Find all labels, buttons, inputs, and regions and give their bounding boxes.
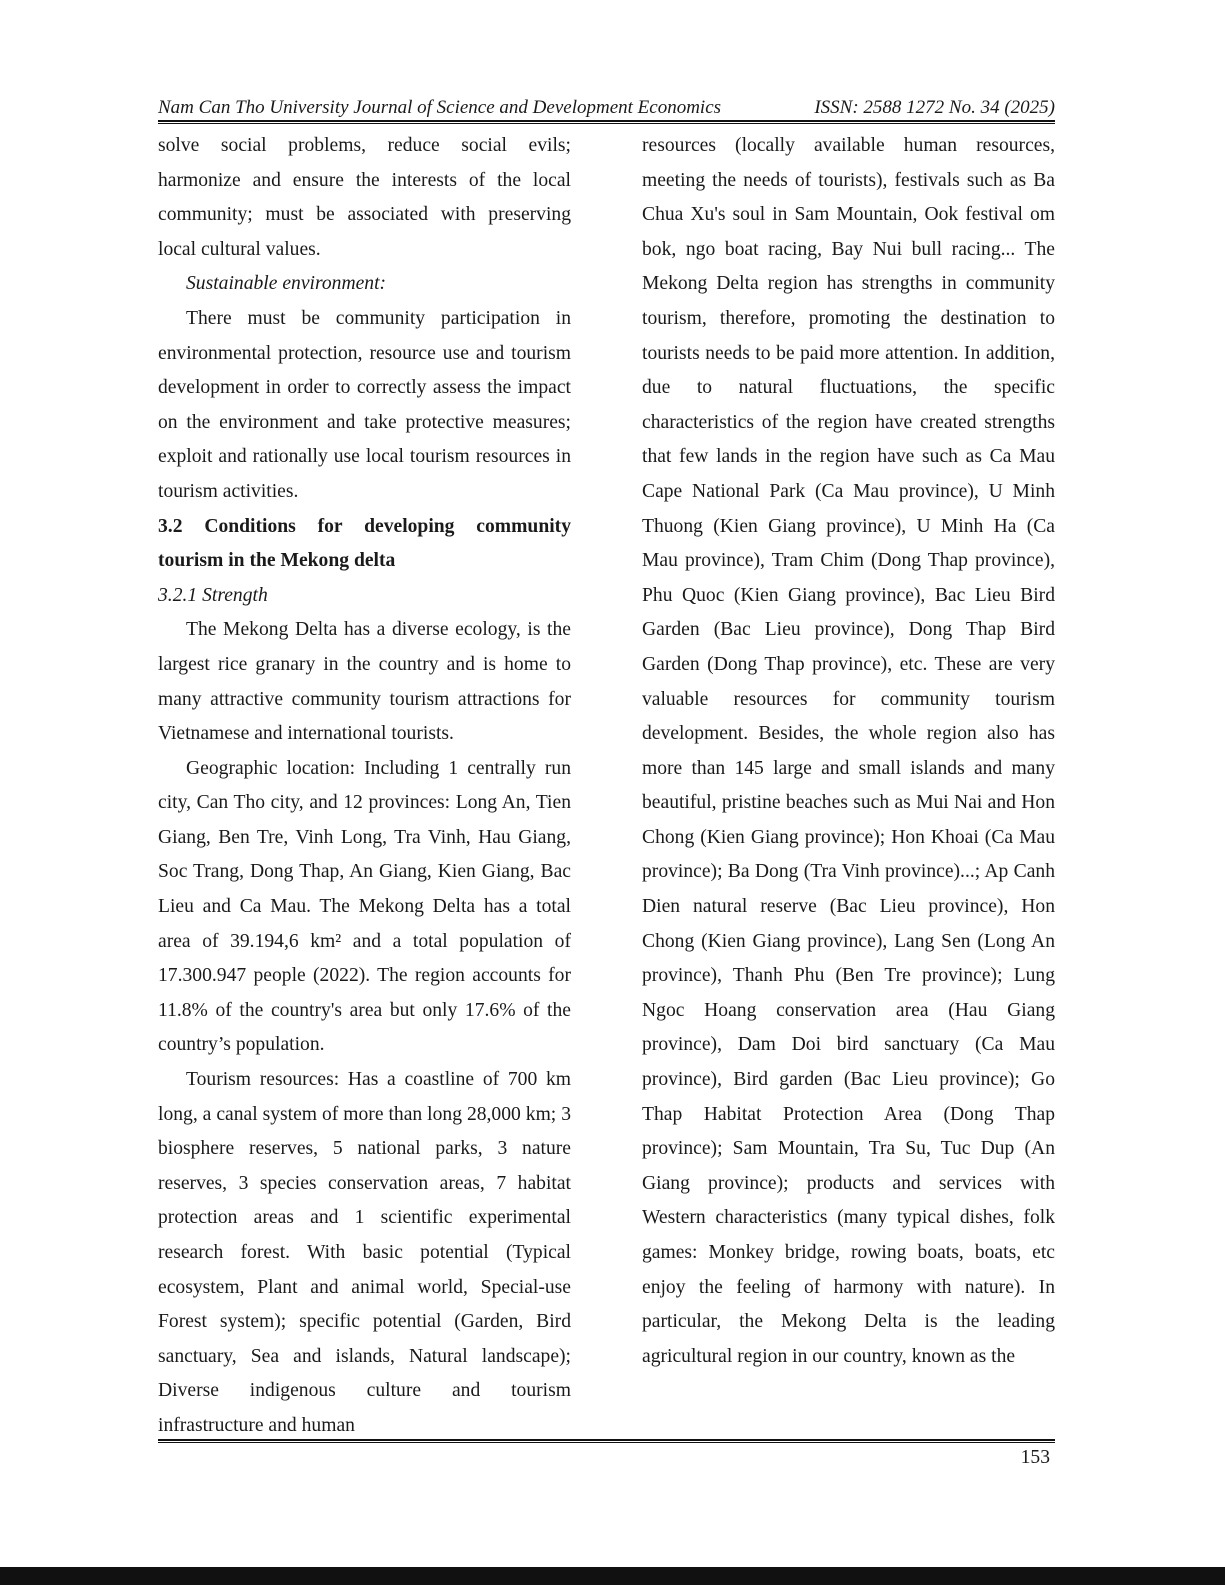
- paragraph-social: solve social problems, reduce social evils; harmonize and ensure the interests of the local community; must be associated with preserving local cultural values.: [158, 135, 571, 260]
- page: [158, 96, 1055, 1444]
- paragraph-geographic-location: Geographic location: Including 1 centrally run city, Can Tho city, and 12 provinces: Long An, Tien Giang, Ben Tre, Vinh Long, Tra Vinh, Hau Giang, Soc Trang, Dong Thap, An Giang, Kien Giang, Bac Lieu and Ca Mau. The Mekong Delta has a total area of 39.194,6 km² and a total population of 17.300.947 people (2022). The region accounts for 11.8% of the country's area but only 17.6% of the country’s population.: [158, 757, 571, 1056]
- left-column: [158, 129, 571, 1444]
- paragraph-ecology: The Mekong Delta has a diverse ecology, is the largest rice granary in the country and is home to many attractive community tourism attractions for Vietnamese and international tourists.: [158, 619, 571, 745]
- issn-issue: ISSN: 2588 1272 No. 34 (2025): [814, 97, 1055, 118]
- journal-title: Nam Can Tho University Journal of Science and Development Economics: [158, 97, 722, 118]
- footer-rule: [158, 1439, 1055, 1443]
- page-number: 153: [1020, 1447, 1050, 1468]
- running-head: [158, 96, 1055, 120]
- sustainable-environment-label: Sustainable environment:: [186, 273, 387, 295]
- scan-bottom-edge: [0, 1567, 1225, 1585]
- paragraph-environment: There must be community participation in environmental protection, resource use and tourism development in order to correctly assess the impact on the environment and take protective measures; exploit and rationally use local tourism resources in tourism activities.: [158, 307, 571, 502]
- subsection-heading: 3.2.1 Strength: [158, 584, 268, 606]
- right-column: [642, 129, 1055, 1444]
- paragraph-tourism-resources: Tourism resources: Has a coastline of 700 km long, a canal system of more than long 28,000 km; 3 biosphere reserves, 5 national parks, 3 nature reserves, 3 species conservation areas, 7 habitat protection areas and 1 scientific experimental research forest. With basic potential (Typical ecosystem, Plant and animal world, Special-use Forest system); specific potential (Garden, Bird sanctuary, Sea and islands, Natural landscape); Diverse indigenous culture and tourism infrastructure and human: [158, 1069, 571, 1436]
- header-rule: [158, 120, 1055, 124]
- paragraph-resources-continued: resources (locally available human resources, meeting the needs of tourists), festivals such as Ba Chua Xu's soul in Sam Mountain, Ook festival om bok, ngo boat racing, Bay Nui bull racing... The Mekong Delta region has strengths in community tourism, therefore, promoting the destination to tourists needs to be paid more attention. In addition, due to natural fluctuations, the specific characteristics of the region have created strengths that few lands in the region have such as Ca Mau Cape National Park (Ca Mau province), U Minh Thuong (Kien Giang province), U Minh Ha (Ca Mau province), Tram Chim (Dong Thap province), Phu Quoc (Kien Giang province), Bac Lieu Bird Garden (Bac Lieu province), Dong Thap Bird Garden (Dong Thap province), etc. These are very valuable resources for community tourism development. Besides, the whole region also has more than 145 large and small islands and many beautiful, pristine beaches such as Mui Nai and Hon Chong (Kien Giang province); Hon Khoai (Ca Mau province); Ba Dong (Tra Vinh province)...; Ap Canh Dien natural reserve (Bac Lieu province), Hon Chong (Kien Giang province), Lang Sen (Long An province), Thanh Phu (Ben Tre province); Lung Ngoc Hoang conservation area (Hau Giang province), Dam Doi bird sanctuary (Ca Mau province), Bird garden (Bac Lieu province); Go Thap Habitat Protection Area (Dong Thap province); Sam Mountain, Tra Su, Tuc Dup (An Giang province); products and services with Western characteristics (many typical dishes, folk games: Monkey bridge, rowing boats, boats, etc enjoy the feeling of harmony with nature). In particular, the Mekong Delta is the leading agricultural region in our country, known as the: [642, 135, 1055, 1367]
- body-columns: [158, 129, 1055, 1444]
- section-heading: 3.2 Conditions for developing community tourism in the Mekong delta: [158, 515, 571, 572]
